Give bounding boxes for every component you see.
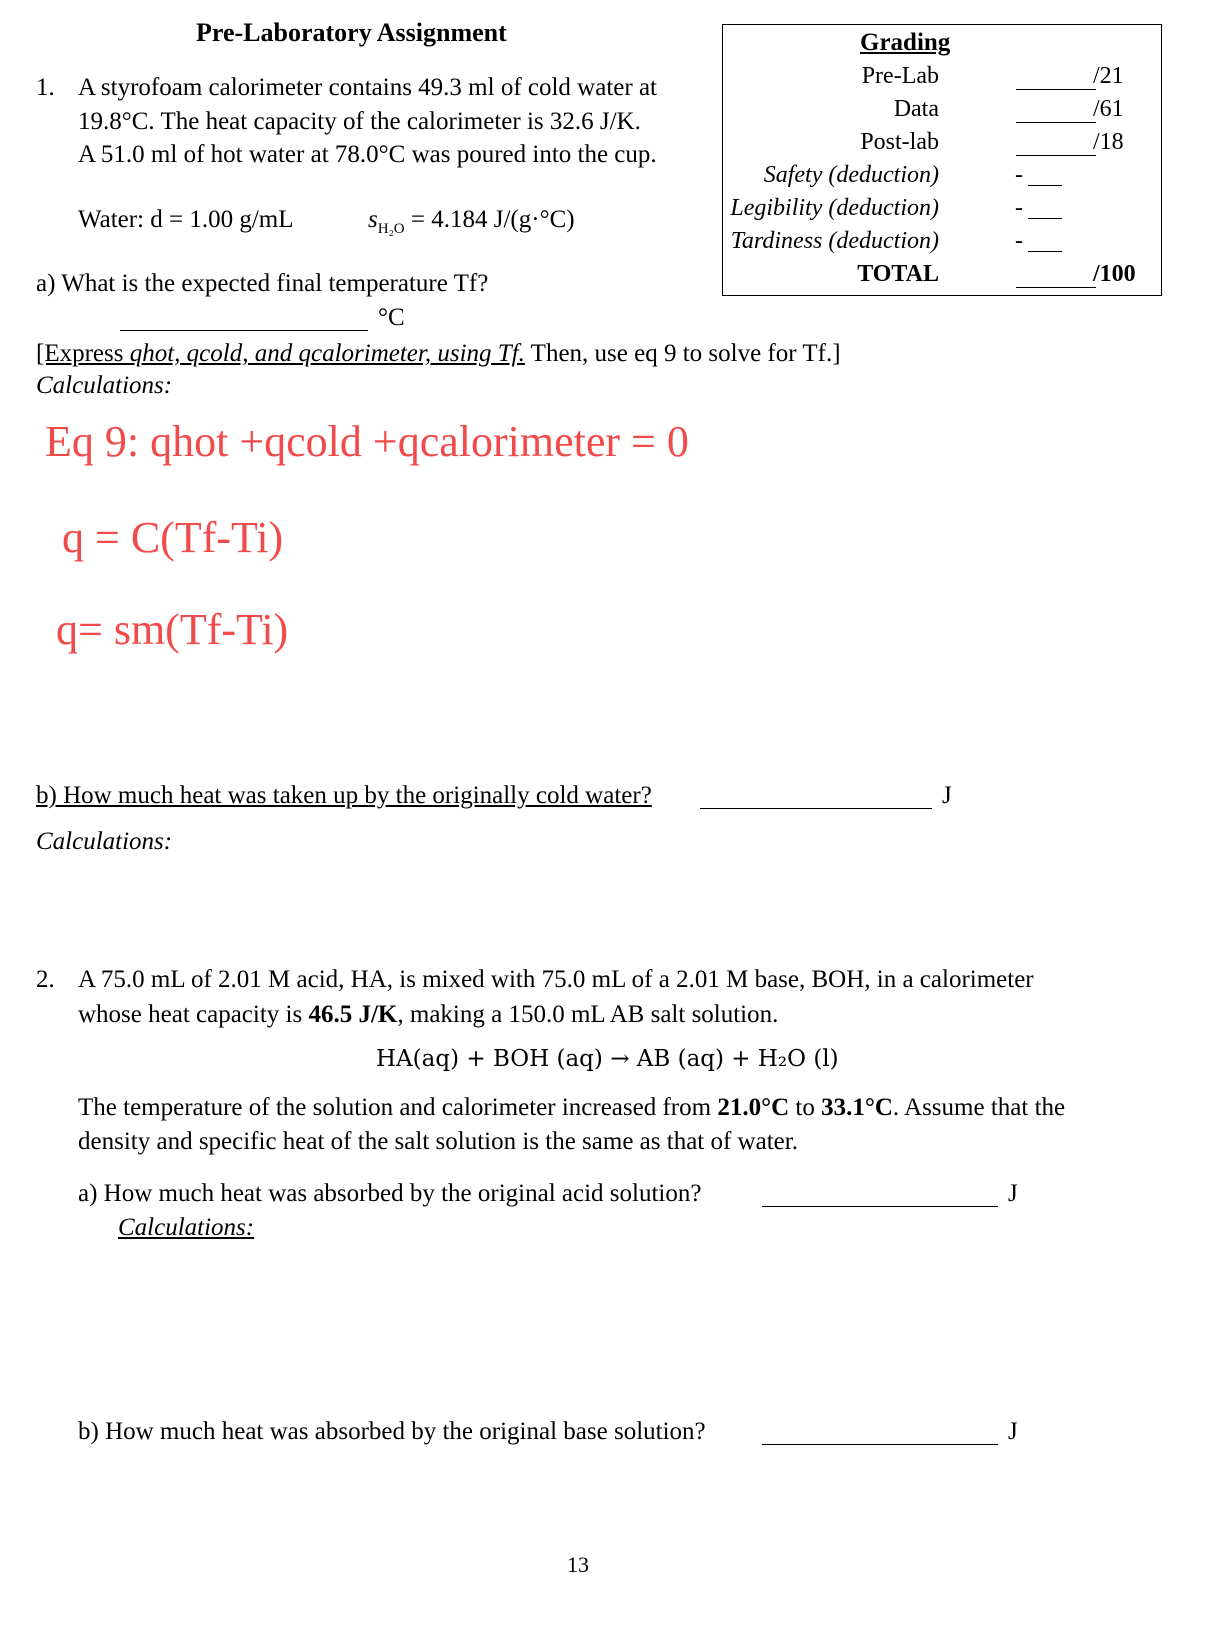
- q2a-unit: J: [1008, 1180, 1018, 1207]
- q1b-calculations: Calculations:: [36, 828, 173, 855]
- grading-blank-postlab[interactable]: [1016, 155, 1096, 156]
- grading-label-postlab: Post-lab: [860, 129, 939, 155]
- q2-temp-a: The temperature of the solution and calorimeter increased from: [78, 1094, 718, 1121]
- q2b-unit: J: [1008, 1418, 1018, 1445]
- q2-temp-line-2: density and specific heat of the salt solution is the same as that of water.: [78, 1128, 798, 1155]
- q2a-answer-blank[interactable]: [762, 1206, 998, 1207]
- grading-label-prelab: Pre-Lab: [861, 63, 939, 89]
- page-number: 13: [567, 1552, 589, 1577]
- grading-score-postlab: /18: [1093, 129, 1124, 155]
- q2-line-2-a: whose heat capacity is: [78, 1001, 309, 1028]
- grading-blank-total[interactable]: [1016, 287, 1096, 288]
- q1-part-a: a) What is the expected final temperature Tf?: [36, 270, 489, 297]
- q1-hint: [36, 340, 841, 368]
- water-density: Water: d = 1.00 g/mL: [78, 206, 294, 233]
- q2-reaction: HA(aq) + BOH (aq) → AB (aq) + H₂O (l): [376, 1046, 839, 1072]
- grading-heading: Grading: [860, 29, 951, 56]
- page-title: Pre-Laboratory Assignment: [196, 18, 507, 47]
- grading-box: [722, 24, 1162, 296]
- specific-heat-symbol: s: [368, 206, 378, 233]
- grading-blank-data[interactable]: [1016, 122, 1096, 123]
- grading-blank-tardiness[interactable]: [1028, 251, 1062, 252]
- q2-temp-from: 21.0°C: [717, 1094, 790, 1121]
- grading-blank-prelab[interactable]: [1016, 89, 1096, 90]
- answer-eq9: Eq 9: qhot +qcold +qcalorimeter = 0: [45, 417, 689, 466]
- q1-line-1: A styrofoam calorimeter contains 49.3 ml of cold water at: [78, 74, 657, 101]
- specific-heat-value: = 4.184 J/(g·°C): [404, 206, 575, 233]
- grading-blank-legibility[interactable]: [1028, 218, 1062, 219]
- q1-line-2: 19.8°C. The heat capacity of the calorimeter is 32.6 J/K.: [78, 108, 641, 135]
- q2a-calculations: Calculations:: [118, 1214, 255, 1241]
- specific-heat: [368, 206, 575, 238]
- hint-q-terms: qhot, qcold, and qcalorimeter, using Tf.: [129, 340, 525, 367]
- grading-label-legibility: Legibility (deduction): [730, 195, 939, 221]
- q2-temp-to: 33.1°C: [821, 1094, 893, 1121]
- specific-heat-sub: H₂O: [377, 221, 405, 237]
- q2-line-1: A 75.0 mL of 2.01 M acid, HA, is mixed with 75.0 mL of a 2.01 M base, BOH, in a calorimeter: [78, 966, 1034, 993]
- grading-label-total: TOTAL: [857, 261, 939, 287]
- q1a-answer-blank[interactable]: [120, 330, 368, 331]
- grading-blank-safety[interactable]: [1028, 185, 1062, 186]
- grading-dash-safety: -: [1015, 162, 1023, 188]
- q2-part-b: b) How much heat was absorbed by the original base solution?: [78, 1418, 706, 1445]
- answer-eq-s: q= sm(Tf-Ti): [56, 605, 289, 654]
- q2-line-2-b: , making a 150.0 mL AB salt solution.: [397, 1001, 779, 1028]
- q2-number: 2.: [36, 966, 55, 993]
- grading-label-safety: Safety (deduction): [763, 162, 939, 188]
- q1b-unit: J: [942, 782, 952, 809]
- q2-heat-capacity: 46.5 J/K: [308, 1001, 398, 1028]
- grading-label-data: Data: [893, 96, 939, 122]
- hint-rest: Then, use eq 9 to solve for Tf.]: [524, 340, 841, 367]
- grading-dash-legibility: -: [1015, 195, 1023, 221]
- q2-temp-line: [78, 1094, 1065, 1122]
- q1-calculations: Calculations:: [36, 372, 173, 399]
- grading-score-total: /100: [1093, 261, 1136, 287]
- grading-label-tardiness: Tardiness (deduction): [730, 228, 939, 254]
- q2-line-2: [78, 1001, 778, 1029]
- q2b-answer-blank[interactable]: [762, 1444, 998, 1445]
- q2-temp-b: . Assume that the: [892, 1094, 1066, 1121]
- answer-eq-c: q = C(Tf-Ti): [62, 513, 284, 562]
- q2-part-a: a) How much heat was absorbed by the original acid solution?: [78, 1180, 702, 1207]
- hint-express: [Express: [36, 340, 130, 367]
- grading-score-data: /61: [1093, 96, 1124, 122]
- q1-part-b: b) How much heat was taken up by the originally cold water?: [36, 782, 652, 809]
- grading-dash-tardiness: -: [1015, 228, 1023, 254]
- grading-score-prelab: /21: [1093, 63, 1124, 89]
- q1b-answer-blank[interactable]: [700, 808, 932, 809]
- q1a-unit: °C: [378, 304, 405, 331]
- q1-line-3: A 51.0 ml of hot water at 78.0°C was poured into the cup.: [78, 141, 657, 168]
- q1-number: 1.: [36, 74, 55, 101]
- q2-temp-mid: to: [789, 1094, 822, 1121]
